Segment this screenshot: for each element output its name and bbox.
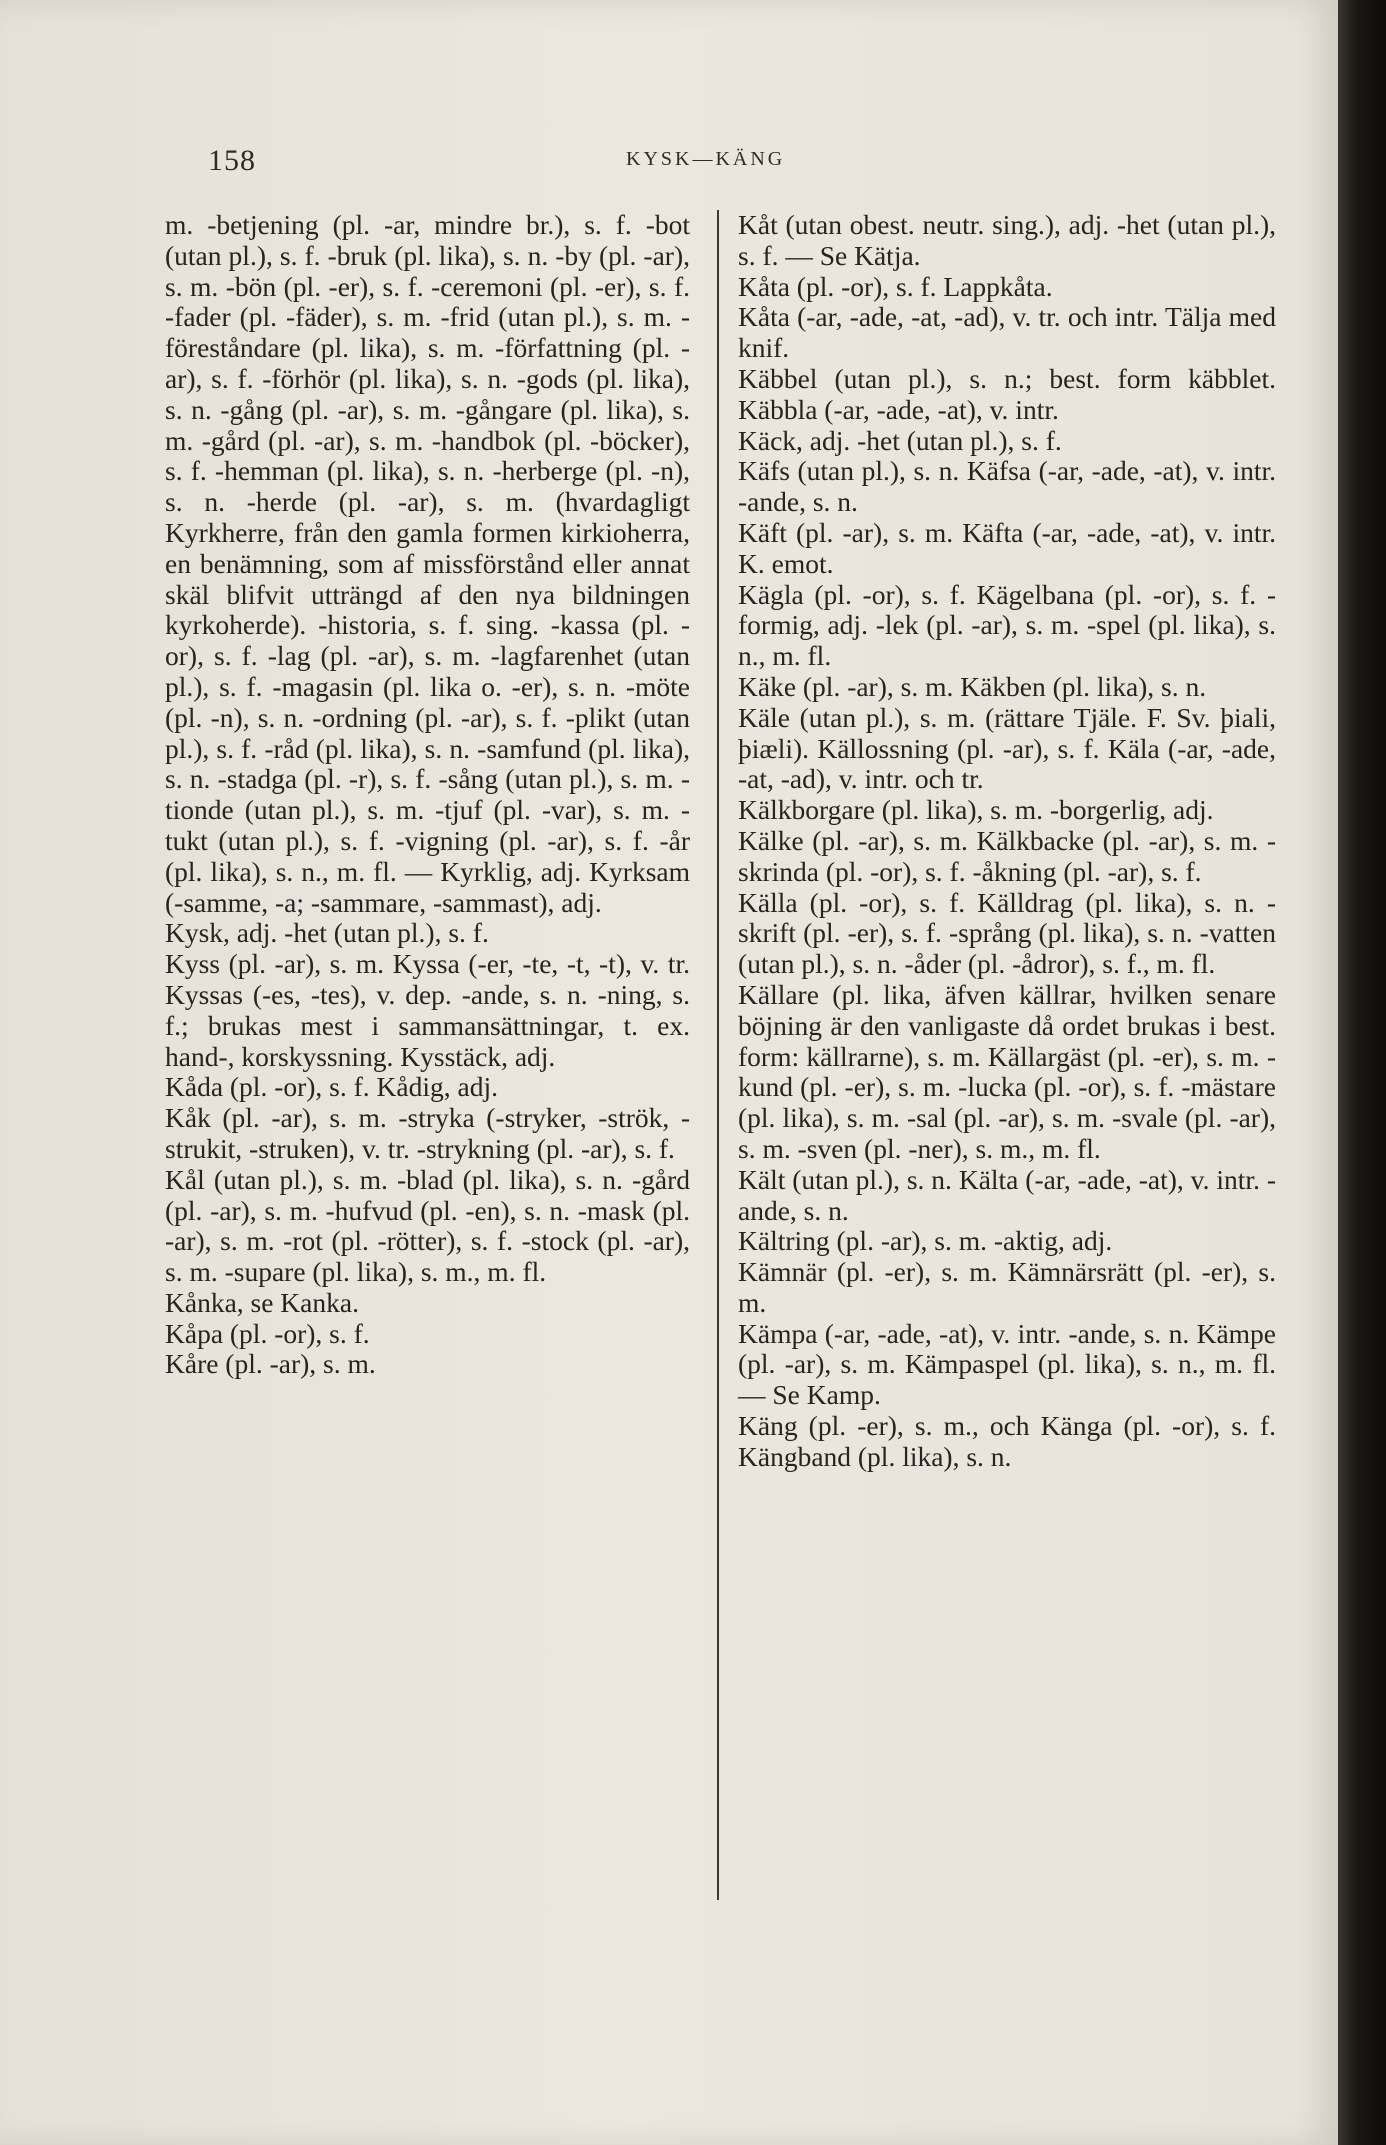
left-column [165, 210, 690, 1380]
right-column [738, 210, 1276, 1473]
entry-kaft: Käft (pl. -ar), s. m. Käfta (-ar, -ade, -at), v. intr. K. emot. [738, 516, 1276, 579]
entry-kata-noun: Kåta (pl. -or), s. f. Lappkåta. [738, 270, 1053, 302]
entry-kalke: Kälke (pl. -ar), s. m. Kälkbacke (pl. -ar), s. m. -skrinda (pl. -or), s. f. -åkning (pl. -ar), s. f. [738, 824, 1276, 887]
entry-kamnar: Kämnär (pl. -er), s. m. Kämnärsrätt (pl. -er), s. m. [738, 1256, 1276, 1318]
entry-kalla: Källa (pl. -or), s. f. Källdrag (pl. lika), s. n. -skrift (pl. -er), s. f. -språng (pl. lika), s. n. -vatten (utan pl.), s. n. -åder (pl. -ådror), s. f., m. fl. [738, 886, 1276, 980]
entry-kada: Kåda (pl. -or), s. f. Kådig, adj. [165, 1071, 498, 1103]
book-binding-edge [1338, 0, 1386, 2145]
entry-kaltring: Kältring (pl. -ar), s. m. -aktig, adj. [738, 1225, 1113, 1257]
entry-kapa: Kåpa (pl. -or), s. f. [165, 1317, 370, 1349]
page-header [0, 138, 1338, 178]
entry-kanka: Kånka, se Kanka. [165, 1286, 359, 1318]
entry-kalkborgare: Kälkborgare (pl. lika), s. m. -borgerlig, adj. [738, 794, 1214, 826]
entry-kampa: Kämpa (-ar, -ade, -at), v. intr. -ande, s. n. Kämpe (pl. -ar), s. m. Kämpaspel (pl. lika), s. n., m. fl. — Se Kamp. [738, 1317, 1276, 1411]
page-number: 158 [208, 144, 256, 177]
entry-kat-adj: Kåt (utan obest. neutr. sing.), adj. -het (utan pl.), s. f. — Se Kätja. [738, 209, 1276, 271]
entry-kyss: Kyss (pl. -ar), s. m. Kyssa (-er, -te, -t, -t), v. tr. Kyssas (-es, -tes), v. dep. -ande, s. n. -ning, s. f.; brukas mest i sammansättningar, t. ex. hand-, korskyssning. Kysstäck, adj. [165, 948, 690, 1072]
entry-kysk: Kysk, adj. -het (utan pl.), s. f. [165, 917, 489, 949]
column-divider [717, 210, 719, 1900]
entry-kake: Käke (pl. -ar), s. m. Käkben (pl. lika), s. n. [738, 670, 1207, 702]
entry-kabbel: Käbbel (utan pl.), s. n.; best. form käbblet. Käbbla (-ar, -ade, -at), v. intr. [738, 362, 1276, 425]
entry-kyrk-continuation: m. -betjening (pl. -ar, mindre br.), s. f. -bot (utan pl.), s. f. -bruk (pl. lika), s. n. -by (pl. -ar), s. m. -bön (pl. -er), s. f. -ceremoni (pl. -er), s. f. -fader (pl. -fäder), s. m. -frid (utan pl.), s. m. -föreståndare (pl. lika), s. m. -författning (pl. -ar), s. f. -förhör (pl. lika), s. n. -gods (pl. lika), s. n. -gång (pl. -ar), s. m. -gångare (pl. lika), s. m. -gård (pl. -ar), s. m. -handbok (pl. -böcker), s. f. -hemman (pl. lika), s. n. -herberge (pl. -n), s. n. -herde (pl. -ar), s. m. (hvardagligt Kyrkherre, från den gamla formen kirkioherra, en benämning, som af missförstånd eller annat skäl blifvit utträngd af den nya bildningen kyrkoherde). -historia, s. f. sing. -kassa (pl. -or), s. f. -lag (pl. -ar), s. m. -lagfarenhet (utan pl.), s. f. -magasin (pl. lika o. -er), s. n. -möte (pl. -n), s. n. -ordning (pl. -ar), s. f. -plikt (utan pl.), s. f. -råd (pl. lika), s. n. -samfund (pl. lika), s. n. -stadga (pl. -r), s. f. -sång (utan pl.), s. m. -tionde (utan pl.), s. m. -tjuf (pl. -var), s. m. -tukt (utan pl.), s. f. -vigning (pl. -ar), s. f. -år (pl. lika), s. n., m. fl. — Kyrklig, adj. Kyrksam (-samme, -a; -sammare, -sammast), adj. [165, 209, 690, 918]
entry-kang: Käng (pl. -er), s. m., och Känga (pl. -or), s. f. Kängband (pl. lika), s. n. [738, 1410, 1276, 1472]
entry-kafs: Käfs (utan pl.), s. n. Käfsa (-ar, -ade, -at), v. intr. -ande, s. n. [738, 455, 1276, 518]
entry-kack: Käck, adj. -het (utan pl.), s. f. [738, 424, 1062, 456]
entry-kata-verb: Kåta (-ar, -ade, -at, -ad), v. tr. och intr. Tälja med knif. [738, 301, 1276, 364]
entry-kale: Käle (utan pl.), s. m. (rättare Tjäle. F. Sv. þiali, þiæli). Källossning (pl. -ar), s. f. Käla (-ar, -ade, -at, -ad), v. intr. och tr. [738, 701, 1276, 795]
entry-kallare: Källare (pl. lika, äfven källrar, hvilken senare böjning är den vanligaste då ordet brukas i best. form: källrarne), s. m. Källargäst (pl. -er), s. m. -kund (pl. -er), s. m. -lucka (pl. -or), s. f. -mästare (pl. lika), s. m. -sal (pl. -ar), s. m. -svale (pl. -ar), s. m. -sven (pl. -ner), s. m., m. fl. [738, 978, 1276, 1164]
entry-kare: Kåre (pl. -ar), s. m. [165, 1348, 376, 1380]
entry-kagla: Kägla (pl. -or), s. f. Kägelbana (pl. -or), s. f. -formig, adj. -lek (pl. -ar), s. m. -spel (pl. lika), s. n., m. fl. [738, 578, 1276, 672]
running-head: KYSK—KÄNG [626, 148, 786, 170]
entry-kal: Kål (utan pl.), s. m. -blad (pl. lika), s. n. -gård (pl. -ar), s. m. -hufvud (pl. -en), s. n. -mask (pl. -ar), s. m. -rot (pl. -rötter), s. f. -stock (pl. -ar), s. m. -supare (pl. lika), s. m., m. fl. [165, 1163, 690, 1288]
entry-kalt: Kält (utan pl.), s. n. Kälta (-ar, -ade, -at), v. intr. -ande, s. n. [738, 1163, 1276, 1226]
entry-kak: Kåk (pl. -ar), s. m. -stryka (-stryker, -strök, -strukit, -struken), v. tr. -strykning (pl. -ar), s. f. [165, 1102, 690, 1164]
